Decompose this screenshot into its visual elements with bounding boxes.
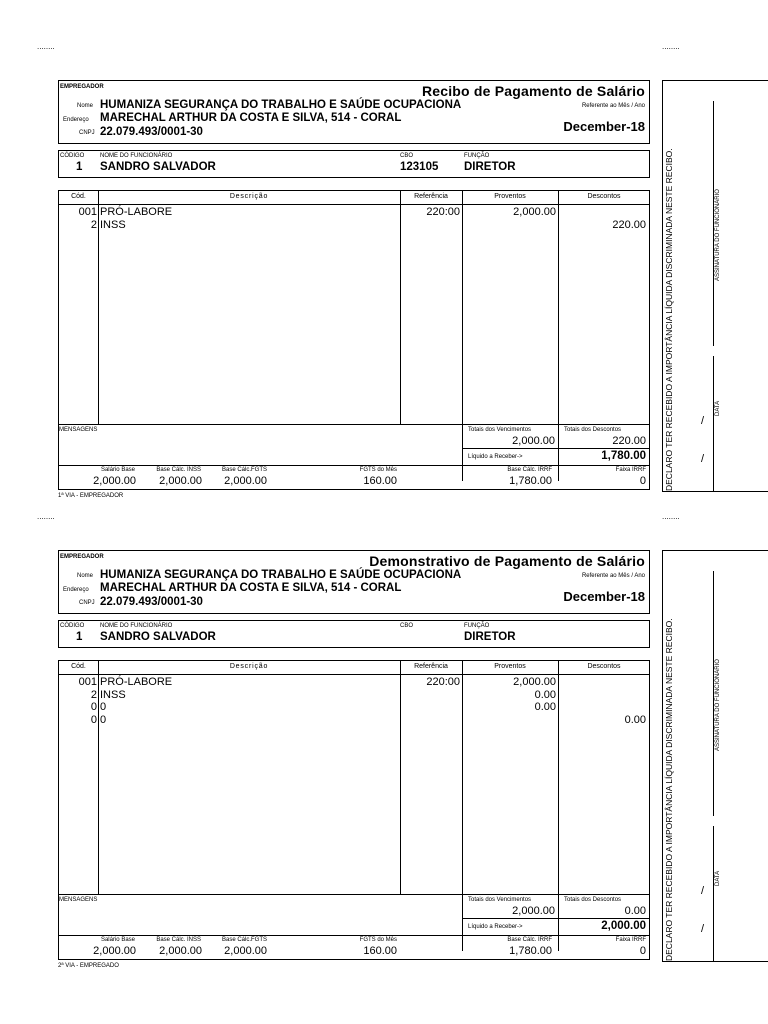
base-fgts-label: Base Cálc.FGTS <box>221 937 267 943</box>
signature-panel <box>662 80 768 492</box>
base-salary-label: Salário Base <box>100 937 135 943</box>
cbo-label: CBO <box>400 623 414 629</box>
total-deductions-label: Totais dos Descontos <box>564 427 622 433</box>
cnpj-value: 22.079.493/0001-30 <box>100 596 203 608</box>
employee-name-label: NOME DO FUNCIONÁRIO <box>100 623 173 629</box>
total-earnings: 2,000.00 <box>512 435 555 447</box>
row-code: 2 <box>90 218 97 231</box>
row-description: INSS <box>100 688 126 701</box>
employee-info <box>58 620 650 648</box>
fgts-month: 160.00 <box>363 945 397 957</box>
copy-label: 1ª VIA - EMPREGADOR <box>58 493 124 499</box>
date-label: DATA <box>715 400 721 416</box>
cut-mark: ........ <box>37 42 55 51</box>
employer-header <box>58 550 650 614</box>
row-description: 0 <box>100 713 107 726</box>
employer-name: HUMANIZA SEGURANÇA DO TRABALHO E SAÚDE OCUPACIONA <box>100 99 462 111</box>
ref-label: Referente ao Mês / Ano <box>581 103 645 109</box>
base-irrf: 1,780.00 <box>509 945 552 957</box>
col-header-deductions: Descontos <box>587 193 621 200</box>
total-deductions-label: Totais dos Descontos <box>564 897 622 903</box>
base-inss: 2,000.00 <box>159 945 202 957</box>
base-fgts: 2,000.00 <box>224 475 267 487</box>
cbo-value: 123105 <box>400 161 439 173</box>
function-label: FUNÇÃO <box>464 623 490 629</box>
irrf-bracket-label: Faixa IRRF <box>615 937 646 943</box>
date-slash: / <box>701 453 705 465</box>
employee-name: SANDRO SALVADOR <box>100 631 216 643</box>
cbo-label: CBO <box>400 153 414 159</box>
period: December-18 <box>563 589 645 604</box>
messages-label: MENSAGENS <box>59 427 98 433</box>
base-salary: 2,000.00 <box>93 475 136 487</box>
name-label: Nome <box>77 103 94 109</box>
cut-mark: ........ <box>662 512 680 521</box>
cut-mark: ........ <box>37 512 55 521</box>
total-earnings-label: Totais dos Vencimentos <box>468 897 532 903</box>
payslip <box>58 80 768 510</box>
col-header-code: Cód. <box>71 663 86 670</box>
declaration-text: DECLARO TER RECEBIDO A IMPORTÂNCIA LÍQUIDA DISCRIMINADA NESTE RECIBO. <box>664 148 674 491</box>
col-header-earnings: Proventos <box>494 663 526 670</box>
base-irrf: 1,780.00 <box>509 475 552 487</box>
row-deductions: 220.00 <box>612 218 646 231</box>
earnings-table <box>58 660 650 960</box>
copy-label: 2ª VIA - EMPREGADO <box>58 963 119 969</box>
slip-title: Demonstrativo de Pagamento de Salário <box>369 553 645 569</box>
slip-title: Recibo de Pagamento de Salário <box>421 83 645 99</box>
fgts-month: 160.00 <box>363 475 397 487</box>
net-pay: 1,780.00 <box>601 450 646 462</box>
employer-address: MARECHAL ARTHUR DA COSTA E SILVA, 514 - CORAL <box>100 112 402 124</box>
code-label: CÓDIGO <box>60 623 85 629</box>
row-description: PRÓ-LABORE <box>100 206 173 218</box>
ref-label: Referente ao Mês / Ano <box>581 573 645 579</box>
col-header-description: Descrição <box>229 663 269 670</box>
function-value: DIRETOR <box>464 631 516 643</box>
row-code: 001 <box>78 676 97 688</box>
date-slash: / <box>701 415 705 427</box>
row-code: 2 <box>90 688 97 701</box>
row-code: 0 <box>90 701 97 713</box>
base-inss: 2,000.00 <box>159 475 202 487</box>
row-earnings: 0.00 <box>534 688 556 701</box>
col-header-reference: Referência <box>414 663 448 670</box>
col-header-earnings: Proventos <box>494 193 526 200</box>
fgts-label: FGTS do Mês <box>359 937 397 943</box>
row-earnings: 2,000.00 <box>513 676 556 688</box>
code-label: CÓDIGO <box>60 153 85 159</box>
earnings-table <box>58 190 650 490</box>
row-description: PRÓ-LABORE <box>100 676 173 688</box>
col-header-code: Cód. <box>71 193 86 200</box>
function-value: DIRETOR <box>464 161 516 173</box>
row-description: 0 <box>100 701 107 713</box>
employer-name: HUMANIZA SEGURANÇA DO TRABALHO E SAÚDE OCUPACIONA <box>100 569 462 581</box>
employer-header <box>58 80 650 144</box>
fgts-label: FGTS do Mês <box>359 467 397 473</box>
signature-label: ASSINATURA DO FUNCIONÁRIO <box>715 659 721 751</box>
row-reference: 220:00 <box>426 206 460 218</box>
row-deductions: 0.00 <box>624 713 646 726</box>
base-irrf-label: Base Cálc. IRRF <box>507 937 552 943</box>
base-inss-label: Base Cálc. INSS <box>156 937 201 943</box>
function-label: FUNÇÃO <box>464 153 490 159</box>
employee-info <box>58 150 650 178</box>
date-slash: / <box>701 923 705 935</box>
irrf-bracket-label: Faixa IRRF <box>615 467 646 473</box>
employer-address: MARECHAL ARTHUR DA COSTA E SILVA, 514 - CORAL <box>100 582 402 594</box>
col-header-deductions: Descontos <box>587 663 621 670</box>
name-label: Nome <box>77 573 94 579</box>
cut-mark: ........ <box>662 42 680 51</box>
irrf-bracket: 0 <box>639 475 646 487</box>
date-slash: / <box>701 885 705 897</box>
employer-label: EMPREGADOR <box>60 84 104 90</box>
base-irrf-label: Base Cálc. IRRF <box>507 467 552 473</box>
row-description: INSS <box>100 218 126 231</box>
row-code: 0 <box>90 713 97 726</box>
cnpj-value: 22.079.493/0001-30 <box>100 126 203 138</box>
base-salary-label: Salário Base <box>100 467 135 473</box>
address-label: Endereço <box>63 587 89 593</box>
date-label: DATA <box>715 870 721 886</box>
net-pay: 2,000.00 <box>601 920 646 932</box>
base-salary: 2,000.00 <box>93 945 136 957</box>
col-header-description: Descrição <box>229 193 269 200</box>
address-label: Endereço <box>63 117 89 123</box>
net-pay-label: Líquido a Receber-> <box>468 454 523 460</box>
cnpj-label: CNPJ <box>79 600 95 606</box>
employee-code: 1 <box>76 161 83 173</box>
total-deductions: 0.00 <box>624 905 646 917</box>
signature-panel <box>662 550 768 962</box>
total-earnings: 2,000.00 <box>512 905 555 917</box>
declaration-text: DECLARO TER RECEBIDO A IMPORTÂNCIA LÍQUIDA DISCRIMINADA NESTE RECIBO. <box>664 618 674 961</box>
employee-code: 1 <box>76 631 83 643</box>
base-fgts: 2,000.00 <box>224 945 267 957</box>
row-earnings: 0.00 <box>534 701 556 713</box>
row-earnings: 2,000.00 <box>513 206 556 218</box>
col-header-reference: Referência <box>414 193 448 200</box>
row-code: 001 <box>78 206 97 218</box>
base-fgts-label: Base Cálc.FGTS <box>221 467 267 473</box>
total-deductions: 220.00 <box>612 435 646 447</box>
cnpj-label: CNPJ <box>79 130 95 136</box>
payslip <box>58 550 768 980</box>
signature-label: ASSINATURA DO FUNCIONÁRIO <box>715 189 721 281</box>
period: December-18 <box>563 119 645 134</box>
employee-name: SANDRO SALVADOR <box>100 161 216 173</box>
total-earnings-label: Totais dos Vencimentos <box>468 427 532 433</box>
irrf-bracket: 0 <box>639 945 646 957</box>
messages-label: MENSAGENS <box>59 897 98 903</box>
net-pay-label: Líquido a Receber-> <box>468 924 523 930</box>
employee-name-label: NOME DO FUNCIONÁRIO <box>100 153 173 159</box>
employer-label: EMPREGADOR <box>60 554 104 560</box>
row-reference: 220:00 <box>426 676 460 688</box>
base-inss-label: Base Cálc. INSS <box>156 467 201 473</box>
